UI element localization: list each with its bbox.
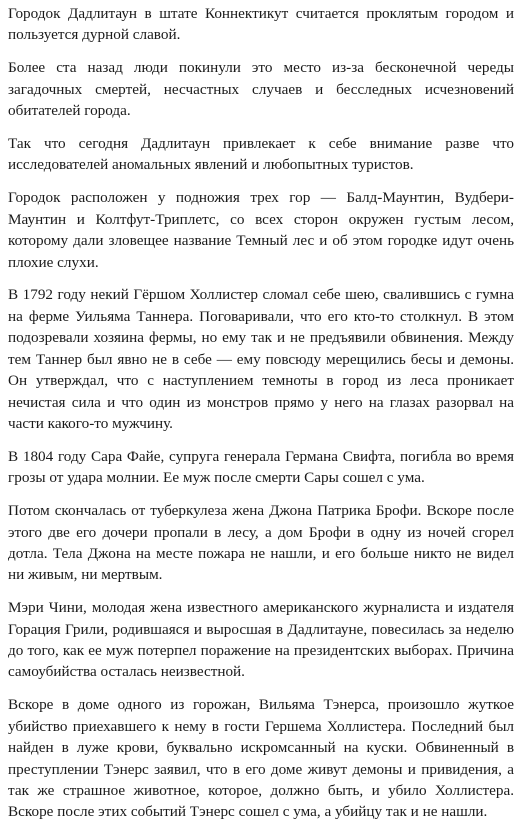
paragraph-9: Вскоре в доме одного из горожан, Вильяма Тэнерса, произошло жуткое убийство приехавшего к нему в гости Гершема Холлистера. Последний был найден в луже крови, буквально искромсанный на куски. Обвиненный в преступлении Тэнерс заявил, что в его доме живут демоны и привидения, а так же страшное животное, которое, должно быть, и убило Холлистера. Вскоре после этих событий Тэнерс сошел с ума, а убийцу так и не нашли. — [8, 696, 514, 821]
paragraph-8: Мэри Чини, молодая жена известного американского журналиста и издателя Горация Грили, родившаяся и выросшая в Дадлитауне, повесилась за неделю до того, как ее муж потерпел поражение на президентских выборах. Причина самоубийства осталась неизвестной. — [8, 599, 514, 681]
paragraph-7: Потом скончалась от туберкулеза жена Джона Патрика Брофи. Вскоре после этого две его дочери пропали в лесу, а дом Брофи в одну из ночей сгорел дотла. Тела Джона на месте пожара не нашли, и его больше никто не видел ни живым, ни мертвым. — [8, 502, 514, 584]
paragraph-5: В 1792 году некий Гёршом Холлистер сломал себе шею, свалившись с гумна на ферме Уильяма Таннера. Поговаривали, что его кто-то столкнул. В этом подозревали хозяина фермы, но ему так и не предъявили обвинения. Между тем Таннер был явно не в себе — ему повсюду мерещились бесы и демоны. Он утверждал, что с наступлением темноты в город из леса проникает нечистая сила и что один из монстров прямо у него на глазах разорвал на части какого-то мужчину. — [8, 286, 514, 432]
paragraph-1: Городок Дадлитаун в штате Коннектикут считается проклятым городом и пользуется дурной славой. — [8, 5, 514, 44]
paragraph-3: Так что сегодня Дадлитаун привлекает к себе внимание разве что исследователей аномальных явлений и любопытных туристов. — [8, 135, 514, 174]
paragraph-4: Городок расположен у подножия трех гор — Балд-Маунтин, Вудбери-Маунтин и Колтфут-Триплетс, со всех сторон окружен густым лесом, которому дали зловещее название Темный лес и об этом городке идут очень плохие слухи. — [8, 189, 514, 271]
paragraph-6: В 1804 году Сара Файе, супруга генерала Германа Свифта, погибла во время грозы от удара молнии. Ее муж после смерти Сары сошел с ума. — [8, 447, 514, 487]
paragraph-2: Более ста назад люди покинули это место из-за бесконечной череды загадочных смертей, несчастных случаев и бесследных исчезновений обитателей города. — [8, 59, 514, 120]
